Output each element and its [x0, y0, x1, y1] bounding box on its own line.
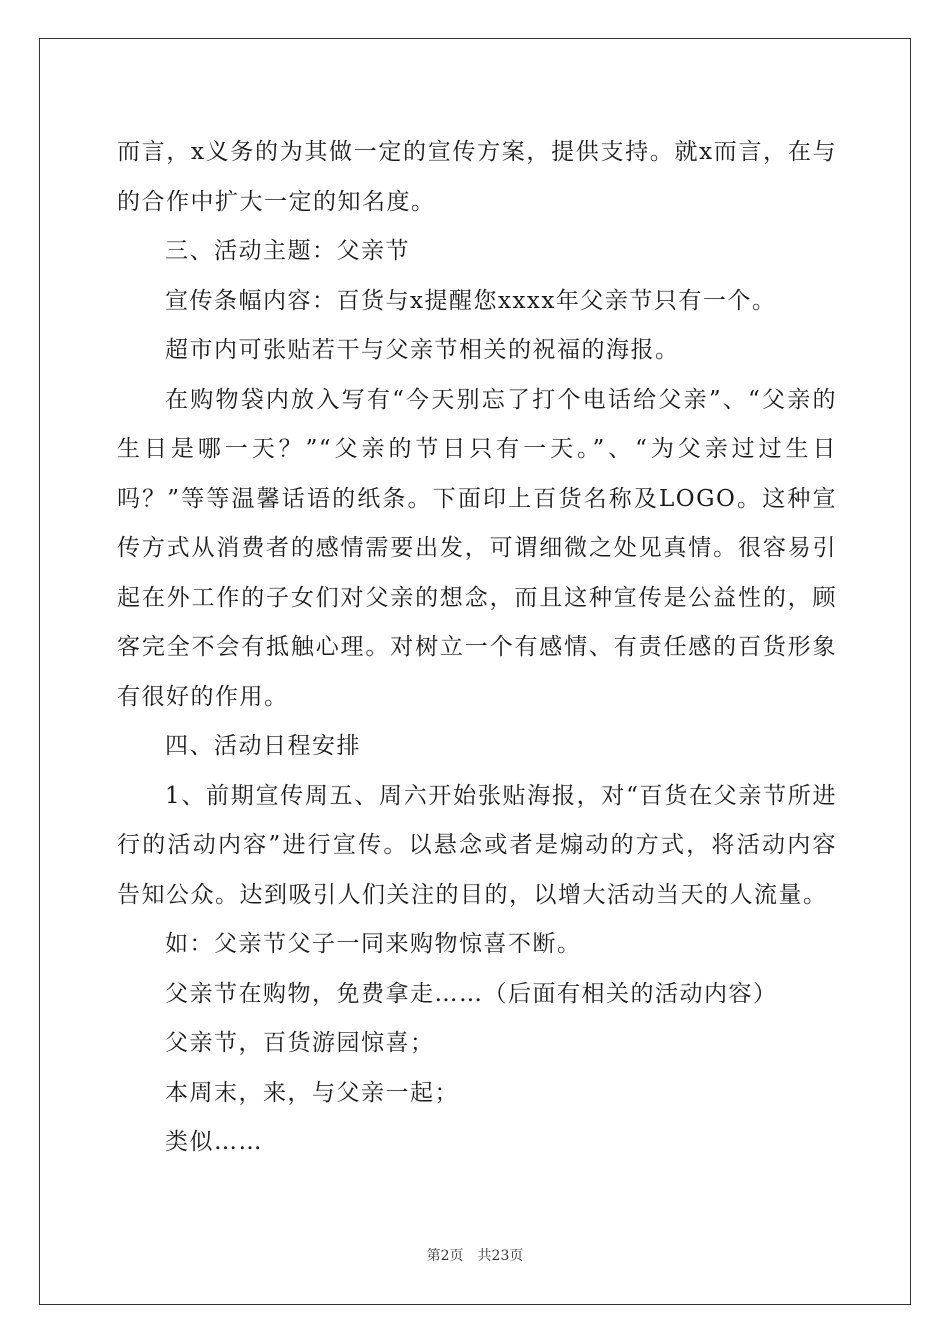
paragraph-example-3: 父亲节，百货游园惊喜；: [165, 1030, 435, 1056]
paragraph-shopping-bag: 在购物袋内放入写有“今天别忘了打个电话给父亲”、“父亲的生日是哪一天？”“父亲的节日只有一天。”、“为父亲过过生日吗？”等等温馨话语的纸条。下面印上百货名称及LOGO。这种宣传方式从消费者的感情需要出发，可谓细微之处见真情。很容易引起在外工作的子女们对父亲的想念，而且这种宣传是公益性的，顾客完全不会有抵触心理。对树立一个有感情、有责任感的百货形象有很好的作用。: [117, 386, 837, 710]
section-heading-schedule: 四、活动日程安排: [165, 733, 361, 759]
document-body: [117, 128, 837, 1168]
paragraph-example-2: 父亲节在购物，免费拿走……（后面有相关的活动内容）: [165, 980, 778, 1007]
page-number-footer: 第2页 共23页: [426, 1248, 524, 1264]
paragraph-pre-promotion: 1、前期宣传周五、周六开始张贴海报，对“百货在父亲节所进行的活动内容”进行宣传。以悬念或者是煽动的方式，将活动内容告知公众。达到吸引人们关注的目的，以增大活动当天的人流量。: [117, 782, 837, 908]
paragraph-example-1: 如：父亲节父子一同来购物惊喜不断。: [165, 931, 582, 957]
paragraph-example-5: 类似……: [165, 1129, 263, 1155]
section-heading-theme: 三、活动主题：父亲节: [165, 238, 410, 264]
paragraph-example-4: 本周末，来，与父亲一起；: [165, 1079, 459, 1106]
paragraph-banner: 宣传条幅内容：百货与x提醒您xxxx年父亲节只有一个。: [165, 287, 777, 314]
paragraph-1: 而言，x义务的为其做一定的宣传方案，提供支持。就x而言，在与的合作中扩大一定的知名度。: [117, 139, 837, 215]
paragraph-posters: 超市内可张贴若干与父亲节相关的祝福的海报。: [165, 337, 680, 363]
